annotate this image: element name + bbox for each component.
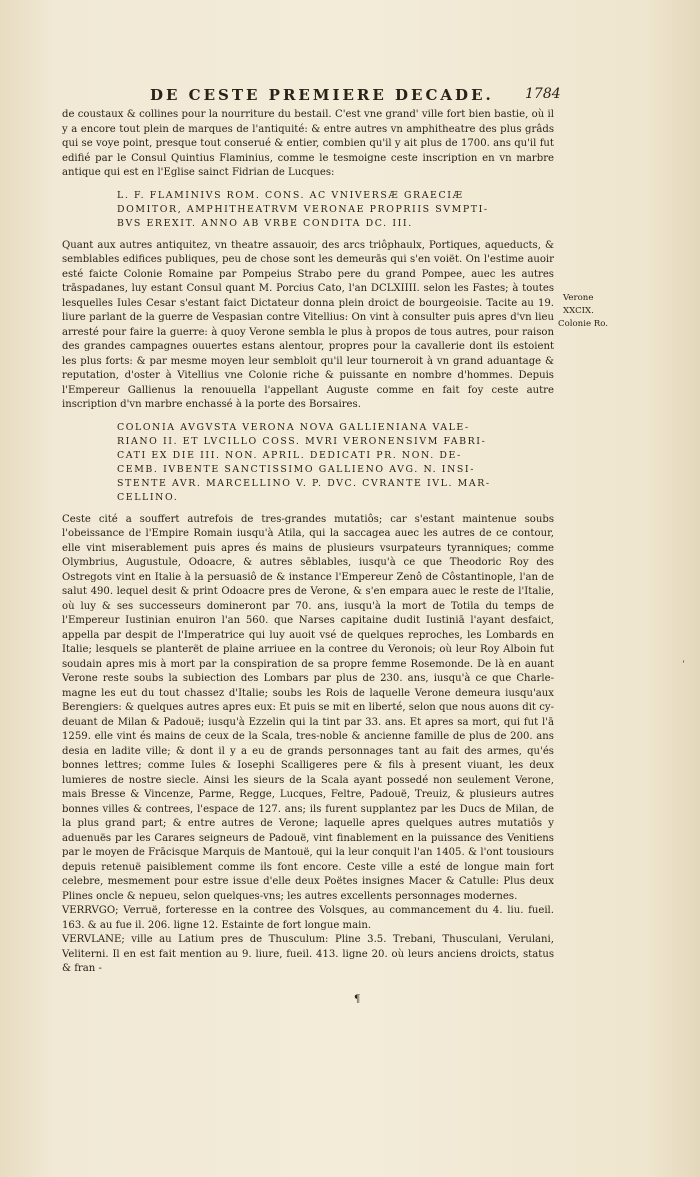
inscription-colonia (117, 421, 537, 505)
inscription-line: CEMB. IVBENTE SANCTISSIMO GALLIENO AVG. N. INSI- (117, 463, 476, 475)
inscription-line: RIANO II. ET LVCILLO COSS. MVRI VERONENSIVM FABRI- (117, 435, 487, 447)
paragraph-verrugo: VERRVGO; Verruë, forteresse en la contree des Volsques, au commancement du 4. liu. fueil. 163. & au fue il. 206. ligne 12. Estainte de fort longue main. (62, 905, 554, 931)
inscription-flaminius (117, 189, 537, 231)
side-mark: ʼ (682, 660, 685, 669)
bottom-ornament: ¶ (354, 994, 361, 1005)
paragraph-2: Quant aux autres antiquitez, vn theatre assauoir, des arcs triôphaulx, Portiques, aqueducts, & semblables edifices publiques, peu de chose sont les demeurās qui s'en voiët. On l'estime auoir esté faicte Colonie Romaine par Pompeius Strabo pere du grand Pompee, auec les autres trāspadanes, luy estant Consul quant M. Porcius Cato, l'an DCLXIIII. selon les Fastes; à toutes lesquelles Iules Cesar s'estant faict Dictateur donna plein droict de bourgeoisie. Tacite au 19. liure parlant de la guerre de Vespasian contre Vitellius: On vint à consulter puis apres d'vn lieu arresté pour faire la guerre: à quoy Verone sembla le plus à propos de tous autres, pour raison des grandes campagnes ouuertes estans alentour, propres pour la cavallerie dont ils estoient les plus forts: & par mesme moyen leur sembloit qu'il leur tourneroit à vn grand aduantage & reputation, d'oster à Vitellius vne Colonie riche & puissante en nombre d'hommes. Depuis l'Empereur Gallienus la renouuella l'appellant Auguste comme en fait foy ceste autre inscription d'vn marbre enchassé à la porte des Borsaires. (62, 239, 554, 410)
paragraph-3: Ceste cité a souffert autrefois de tres-grandes mutatiôs; car s'estant maintenue soubs l'obeissance de l'Empire Romain iusqu'à Atila, qui la saccagea auec les autres de ce contour, elle vint miserablement puis apres és mains de plusieurs vsurpateurs tyranniques; comme Olymbrius, Augustule, Odoacre, & autres sēblables, iusqu'à ce que Theodoric Roy des Ostregots vint en Italie à la persuasiô de & instance l'Empereur Zenô de Côstantinople, l'an de salut 490. lequel desit & print Odoacre pres de Verone, & s'en empara auec le reste de l'Italie, où luy & ses successeurs domineront par 70. ans, iusqu'à la mort de Totila du temps de l'Empereur Iustinian enuiron l'an 560. que Narses capitaine dudit Iustiniā l'ayant desfaict, appella par despit de l'Imperatrice qui luy auoit vsé de quelques reproches, les Lombards en Italie; lesquels se planterët de plaine arriuee en la contree du Veronois; où leur Roy Alboin fut soudain apres mis à mort par la conspiration de sa propre femme Rosemonde. De là en auant Verone reste soubs la subiection des Lombars par plus de 230. ans, iusqu'à ce que Charle-magne les eut du tout chassez d'Italie; soubs les Rois de laquelle Verone demeura iusqu'aux Berengiers: & quelques autres apres eux: Et puis se mit en liberté, selon que nous auons dit cy-deuant de Milan & Padouë; iusqu'à Ezzelin qui la tint par 33. ans. Et apres sa mort, qui fut l'ā 1259. elle vint és mains de ceux de la Scala, tres-noble & ancienne famille de plus de 200. ans desia en ladite ville; & dont il y a eu de grands personnages tant au fait des armes, qu'és bonnes lettres; comme Iules & Iosephi Scalligeres pere & fils à present viuant, les deux lumieres de nostre siecle. Ainsi les sieurs de la Scala ayant possedé non seulement Verone, mais Bresse & Vincenze, Parme, Regge, Lucques, Feltre, Padouë, Treuiz, & plusieurs autres bonnes villes & contrees, l'espace de 127. ans; ils furent supplantez par les Ducs de Milan, de la plus grand part; & entre autres de Verone; laquelle apres quelques autres mutatiôs y aduenuës par les Carares seigneurs de Padouë, vint finablement en la puissance des Venitiens par le moyen de Frācisque Marquis de Mantouë, qui la leur conquit l'an 1405. & l'ont tousiours depuis retenuë paisiblement comme ils font encore. Ceste ville a esté de longue main fort celebre, mesmement pour estre issue d'elle deux Poëtes insignes Macer & Catulle: Plus deux Plines oncle & nepueu, selon quelques-vns; les autres excellents personnages modernes. (62, 513, 554, 902)
paragraph-verulane: VERVLANE; ville au Latium pres de Thusculum: Pline 3.5. Trebani, Thusculani, Verulani, Veliterni. Il en est fait mention au 9. liure, fueil. 413. ligne 20. où leurs anciens droicts, status & fran - (62, 934, 554, 974)
margin-note-number: XXCIX. (563, 306, 594, 316)
margin-note-verone: Verone (563, 293, 594, 303)
inscription-line: DOMITOR, AMPHITHEATRVM VERONAE PROPRIIS SVMPTI- (117, 203, 489, 215)
inscription-line: COLONIA AVGVSTA VERONA NOVA GALLIENIANA VALE- (117, 421, 470, 433)
inscription-line: BVS EREXIT. ANNO AB VRBE CONDITA DC. III. (117, 217, 413, 229)
inscription-line: STENTE AVR. MARCELLINO V. P. DVC. CVRANTE IVL. MAR- (117, 477, 491, 489)
page-number: 1784 (525, 86, 561, 102)
inscription-line: CATI EX DIE III. NON. APRIL. DEDICATI PR. NON. DE- (117, 449, 462, 461)
paragraph-1: de coustaux & collines pour la nourriture du bestail. C'est vne grand' ville fort bien bastie, où il y a encore tout plein de marques de l'antiquité: & entre autres vn amphitheatre des plus grâds qui se voye point, presque tout conserué & entier, combien qu'il y ait plus de 1700. ans qu'il fut edifié par le Consul Quintius Flaminius, comme le tesmoigne ceste inscription en vn marbre antique qui est en l'Eglise sainct Fidrian de Lucques: (62, 109, 554, 178)
running-header: DE CESTE PREMIERE DECADE. (150, 86, 494, 104)
margin-note-colonie: Colonie Ro. (558, 319, 608, 329)
inscription-line: CELLINO. (117, 491, 179, 503)
main-text-column (62, 108, 554, 977)
inscription-line: L. F. FLAMINIVS ROM. CONS. AC VNIVERSÆ GRAECIÆ (117, 189, 464, 201)
